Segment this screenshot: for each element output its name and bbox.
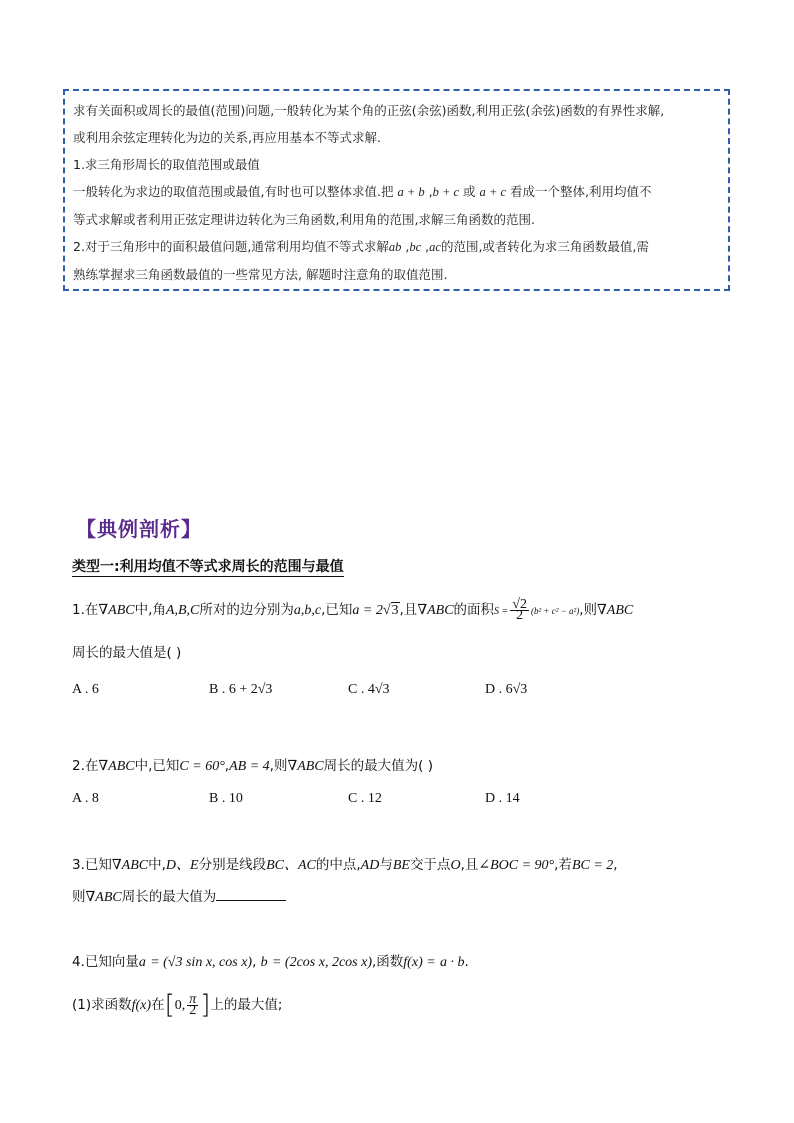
- math-expr: BC、AC: [266, 858, 316, 873]
- math-expr: ab: [388, 240, 402, 254]
- math-expr: (b² + c² − a²): [530, 606, 580, 616]
- tip-text: 的范围,或者转化为求三角函数最值,需: [440, 239, 649, 254]
- q-text: 分别是线段: [198, 857, 267, 873]
- math-expr: a,b,c: [293, 603, 322, 618]
- right-bracket: ]: [200, 990, 211, 1020]
- option-a[interactable]: A . 6: [72, 682, 99, 697]
- math-expr: a + b: [397, 185, 425, 199]
- q-text: 3.已知: [72, 857, 112, 873]
- triangle-label: ∇ABC: [85, 890, 122, 905]
- math-expr: O: [450, 858, 461, 873]
- question-3-line2: [72, 885, 286, 906]
- section-title: 【典例剖析】: [76, 517, 202, 541]
- option-d[interactable]: D . 6√3: [485, 682, 528, 697]
- triangle-label: ∇ABC: [597, 603, 634, 618]
- math-expr: a + c: [479, 185, 506, 199]
- vector-a: a: [138, 955, 146, 970]
- q-text: 的面积: [453, 602, 495, 618]
- q-text: ,: [252, 954, 257, 970]
- triangle-label: ∇ABC: [98, 603, 135, 618]
- tip-line: 或利用余弦定理转化为边的关系,再应用基本不等式求解.: [73, 130, 381, 145]
- q-text: ,已知: [321, 602, 353, 618]
- frac-den: 2: [516, 607, 524, 623]
- math-expr: f(x) =: [403, 955, 436, 970]
- math-expr: 0,: [174, 998, 186, 1013]
- q-text: ,且: [399, 602, 418, 618]
- q-text: 则: [72, 889, 86, 905]
- q-text: 与: [379, 857, 393, 873]
- option-a[interactable]: A . 8: [72, 791, 99, 806]
- type-title-text: 类型一:利用均值不等式求周长的范围与最值: [72, 559, 344, 575]
- q-text: 中,已知: [134, 758, 180, 774]
- triangle-label: ∇ABC: [111, 858, 149, 873]
- tip-line: [73, 178, 720, 206]
- option-d[interactable]: D . 14: [485, 791, 520, 806]
- math-expr: BC = 2: [571, 858, 614, 873]
- tip-line: 等式求解或者利用正弦定理讲边转化为三角函数,利用角的范围,求解三角函数的范围.: [73, 212, 535, 227]
- tip-line: 熟练掌握求三角函数最值的一些常见方法, 解题时注意角的取值范围.: [73, 267, 448, 282]
- q-text: 4.已知向量: [72, 954, 139, 970]
- math-expr: = (2cos x, 2cos x): [271, 955, 372, 970]
- q-text: 所对的边分别为: [199, 602, 294, 618]
- math-expr: BE: [392, 858, 410, 873]
- tip-text: 看成一个整体,利用均值不: [506, 184, 652, 199]
- q-text: 的中点,: [315, 857, 361, 873]
- question-4-line1: [72, 950, 469, 971]
- q-text: ,则: [269, 758, 288, 774]
- tip-heading: 1.求三角形周长的取值范围或最值: [73, 157, 260, 172]
- tip-text: 一般转化为求边的取值范围或最值,有时也可以整体求值.把: [73, 184, 394, 199]
- q-text: 交于点: [409, 857, 451, 873]
- math-expr: C = 60°: [179, 759, 225, 774]
- vector-b: b: [260, 955, 268, 970]
- option-b[interactable]: B . 6 + 2√3: [209, 682, 273, 697]
- question-3-line1: [72, 853, 618, 874]
- q-text: ,则: [579, 602, 597, 618]
- q-text: ,若: [554, 857, 572, 873]
- question-1-line2: 周长的最大值是( ): [72, 645, 182, 661]
- triangle-label: ∇ABC: [287, 759, 324, 774]
- q-text: ,且: [460, 857, 479, 873]
- q-text: 周长的最大值为( ): [323, 758, 433, 774]
- option-c[interactable]: C . 12: [348, 791, 382, 806]
- math-expr: ac: [429, 240, 441, 254]
- q-text: 2.在: [72, 758, 99, 774]
- tip-box: [63, 89, 730, 291]
- math-expr: a = 2: [352, 603, 383, 618]
- tip-line: 2.对于三角形中的面积最值问题,通常利用均值不等式求解ab ,bc ,ac的范围,或者转化为求三角函数最值,需: [73, 239, 649, 254]
- math-expr: a · b: [439, 955, 465, 970]
- math-expr: bc: [409, 240, 422, 254]
- question-2-options: [72, 791, 712, 811]
- question-1-options: [72, 682, 712, 702]
- question-1-line1: 1.在∇ABC中,角A,B,C所对的边分别为a,b,c,已知a = 2√3,且∇ABC的面积S = $\frac{√2}{2}$ (b² + c² − a²),则∇ABC: [72, 596, 634, 623]
- math-expr: AD: [360, 858, 380, 873]
- q-text: ,: [224, 758, 230, 774]
- math-expr: 3: [391, 603, 399, 618]
- left-bracket: [: [164, 990, 175, 1020]
- q-text: ,函数: [372, 954, 404, 970]
- q-text: 1.在: [72, 602, 99, 618]
- math-expr: A,B,C: [165, 603, 200, 618]
- q-text: 在: [151, 997, 165, 1013]
- tip-text: 2.对于三角形中的面积最值问题,通常利用均值不等式求解: [73, 239, 389, 254]
- tip-text: ,: [424, 184, 433, 199]
- tip-text: 或: [459, 184, 480, 199]
- math-expr: f(x): [131, 998, 152, 1013]
- math-expr: b + c: [432, 185, 460, 199]
- q-text: 周长的最大值为: [121, 889, 217, 905]
- q-text: 上的最大值;: [210, 997, 283, 1013]
- option-c[interactable]: C . 4√3: [348, 682, 390, 697]
- q-text: 中,: [148, 857, 166, 873]
- fraction: [510, 596, 529, 623]
- answer-blank[interactable]: [216, 886, 286, 901]
- frac-den: 2: [189, 1002, 197, 1018]
- q-text: ,: [613, 857, 618, 873]
- math-expr: AB = 4: [229, 759, 270, 774]
- math-expr: D、E: [165, 858, 199, 873]
- triangle-label: ∇ABC: [98, 759, 135, 774]
- type-title: [72, 556, 344, 576]
- question-4-part1: [72, 990, 282, 1020]
- q-text: (1)求函数: [72, 997, 132, 1013]
- frac-num: π: [189, 991, 197, 1007]
- triangle-label: ∇ABC: [417, 603, 454, 618]
- tip-line: 求有关面积或周长的最值(范围)问题,一般转化为某个角的正弦(余弦)函数,利用正弦(余弦)函数的有界性求解,: [73, 103, 665, 118]
- question-2-line1: [72, 754, 433, 775]
- math-expr: = (√3 sin x, cos x): [150, 955, 253, 970]
- fraction: [187, 991, 198, 1018]
- frac-num: √2: [512, 596, 527, 612]
- math-expr: S =: [494, 606, 509, 617]
- q-text: .: [464, 954, 469, 970]
- math-expr: ∠BOC = 90°: [478, 858, 555, 873]
- q-text: 中,角: [134, 602, 166, 618]
- option-b[interactable]: B . 10: [209, 791, 243, 806]
